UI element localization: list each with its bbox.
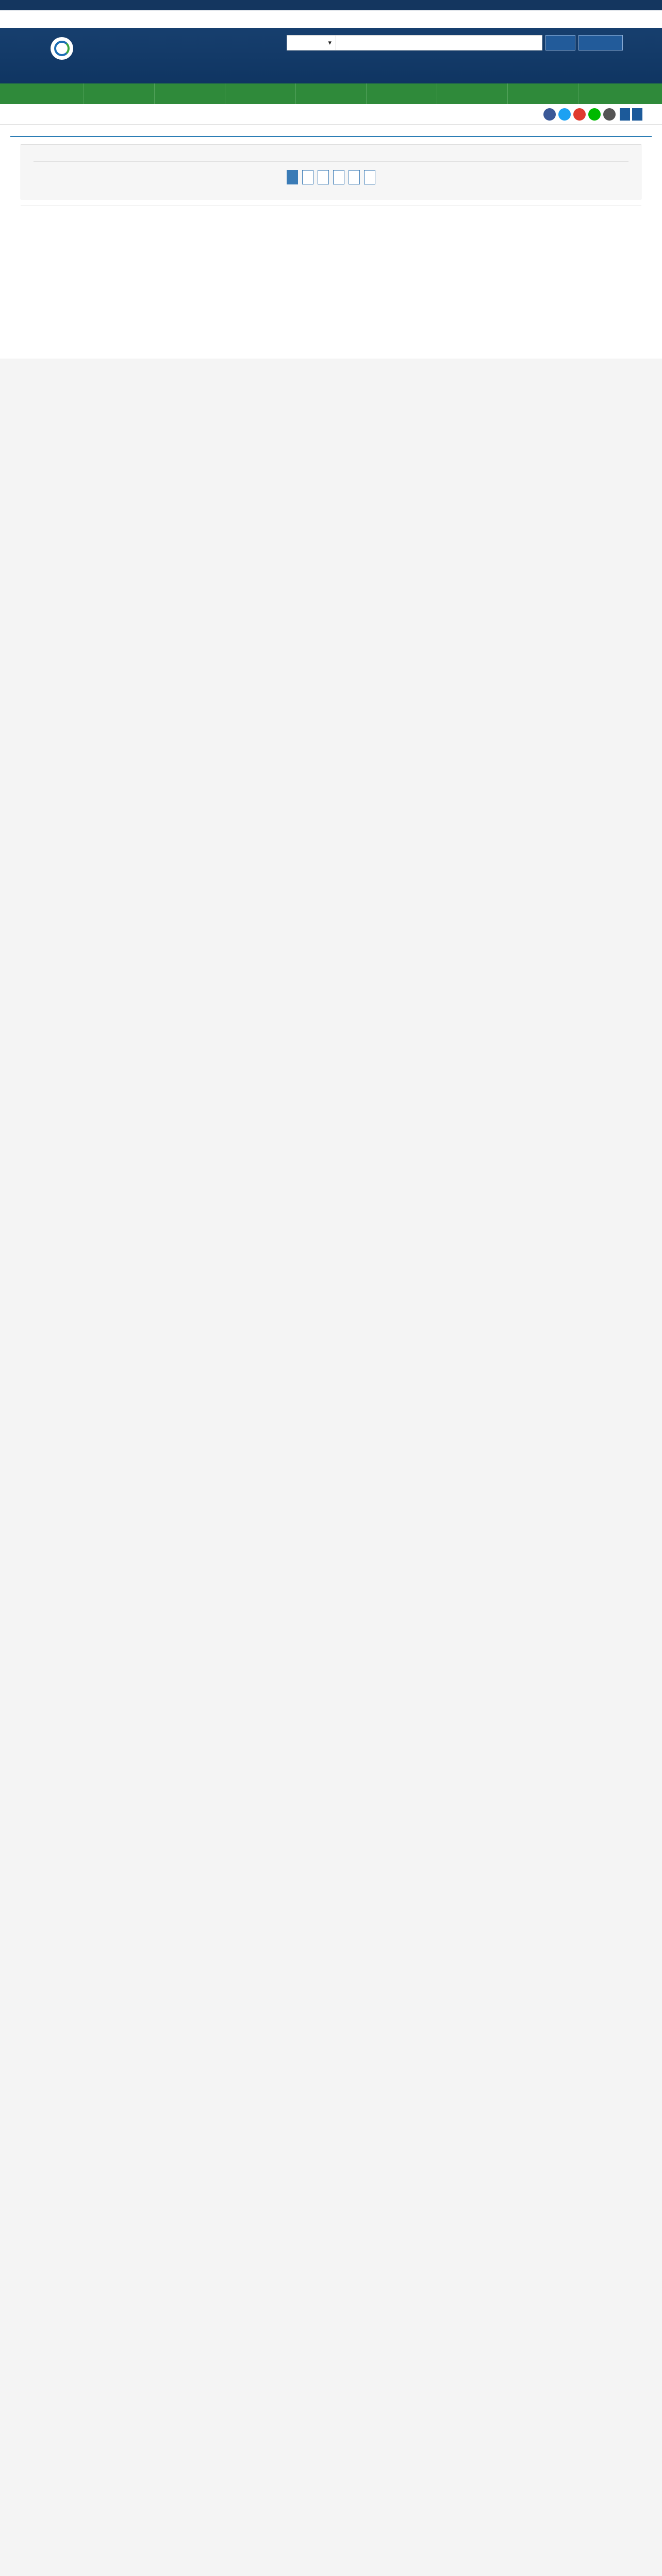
article-text-line (162, 293, 564, 303)
twitter-share-icon[interactable] (558, 108, 571, 121)
article-container (21, 223, 641, 348)
nav-treaties[interactable] (295, 83, 366, 104)
article-number-link[interactable] (130, 264, 162, 274)
hot-search-row (287, 55, 623, 61)
law-tabs (34, 161, 628, 184)
article-number-link[interactable] (130, 293, 162, 303)
tab-article-search[interactable] (333, 170, 344, 184)
nav-judicial-interpretations[interactable] (225, 83, 295, 104)
article-spacer (21, 289, 641, 293)
line-share-icon[interactable] (588, 108, 601, 121)
plurk-share-icon[interactable] (573, 108, 586, 121)
tab-article-lookup[interactable] (318, 170, 329, 184)
law-info-box (21, 144, 641, 199)
article-body (162, 249, 564, 260)
chapter-heading (130, 223, 641, 235)
article-row (130, 293, 641, 303)
article-spacer (21, 317, 641, 321)
article-spacer (21, 274, 641, 278)
facebook-share-icon[interactable] (543, 108, 556, 121)
article-row (130, 307, 641, 317)
article-list (21, 206, 641, 359)
article-body (162, 278, 564, 289)
article-text-line (162, 249, 564, 260)
article-row (130, 249, 641, 260)
chapter-heading (130, 321, 641, 334)
friendly-print-button[interactable] (632, 108, 642, 121)
search-button[interactable] (545, 35, 575, 50)
tab-legislative-history[interactable] (364, 170, 375, 184)
article-text-line (162, 264, 564, 274)
logo-emblem-icon (51, 37, 73, 60)
article-text-line (162, 307, 564, 317)
article-body (162, 334, 564, 344)
article-row (130, 264, 641, 274)
help-button[interactable] (578, 35, 623, 50)
search-area (287, 35, 623, 61)
article-spacer (21, 303, 641, 307)
breadcrumb (5, 111, 24, 118)
article-spacer (21, 344, 641, 348)
top-strip (0, 0, 662, 10)
nav-cross-strait[interactable] (366, 83, 437, 104)
tab-history[interactable] (349, 170, 360, 184)
site-header (0, 28, 662, 83)
breadcrumb-bar (0, 104, 662, 125)
page-title (10, 125, 652, 137)
search-scope-select[interactable] (287, 35, 336, 50)
article-spacer (21, 245, 641, 249)
share-tools (541, 108, 642, 121)
article-number-link[interactable] (130, 249, 162, 260)
printer-icon[interactable] (603, 108, 616, 121)
nav-latest-news[interactable] (84, 83, 154, 104)
article-text-line (162, 278, 564, 289)
download-button[interactable] (620, 108, 630, 121)
article-body (162, 307, 564, 317)
article-text-line (162, 235, 564, 245)
article-row (130, 334, 641, 344)
article-number-link[interactable] (130, 307, 162, 317)
tab-chapters[interactable] (302, 170, 313, 184)
article-body (162, 293, 564, 303)
chevron-down-icon: ▾ (328, 39, 332, 47)
main-nav (0, 83, 662, 104)
site-logo[interactable] (51, 37, 78, 60)
nav-integrated-search[interactable] (437, 83, 507, 104)
search-input[interactable] (336, 35, 542, 50)
article-text-line (162, 334, 564, 344)
article-number-link[interactable] (130, 334, 162, 344)
article-number-link[interactable] (130, 235, 162, 245)
article-spacer (21, 260, 641, 264)
nav-cross-agency-search[interactable] (507, 83, 578, 104)
main-content (0, 125, 662, 359)
article-body (162, 235, 564, 245)
utility-bar (0, 10, 662, 28)
nav-central-laws[interactable] (154, 83, 225, 104)
article-body (162, 264, 564, 274)
tab-all-articles[interactable] (287, 170, 298, 184)
article-row (130, 235, 641, 245)
article-row (130, 278, 641, 289)
article-number-link[interactable] (130, 278, 162, 289)
